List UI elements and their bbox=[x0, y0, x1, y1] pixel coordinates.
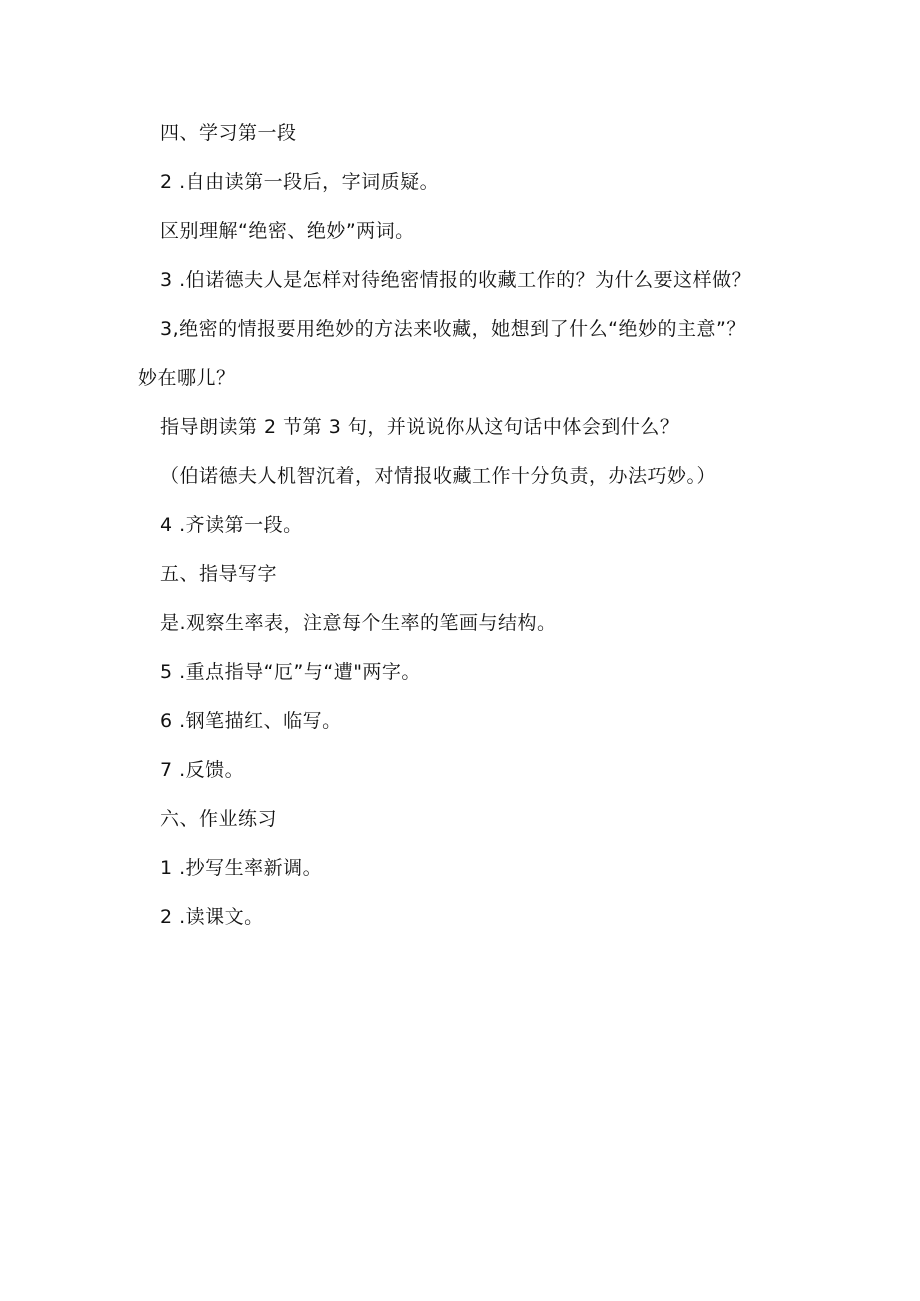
section-heading-6: 六、作业练习 bbox=[160, 808, 278, 830]
paragraph-line: 2 .自由读第一段后，字词质疑。 bbox=[160, 171, 440, 193]
paragraph-line: 3 .伯诺德夫人是怎样对待绝密情报的收藏工作的？为什么要这样做？ bbox=[160, 269, 752, 291]
paragraph-line: 5 .重点指导“厄”与“遭"两字。 bbox=[160, 661, 421, 683]
paragraph-line: 7 .反馈。 bbox=[160, 759, 245, 781]
paragraph-line: 1 .抄写生率新调。 bbox=[160, 857, 323, 879]
paragraph-line: 2 .读课文。 bbox=[160, 906, 264, 928]
paragraph-line: 3,绝密的情报要用绝妙的方法来收藏，她想到了什么“绝妙的主意”？ bbox=[160, 318, 746, 340]
paragraph-line: 妙在哪儿？ bbox=[138, 367, 236, 389]
section-heading-4: 四、学习第一段 bbox=[160, 122, 297, 144]
paragraph-line: 指导朗读第 2 节第 3 句，并说说你从这句话中体会到什么？ bbox=[160, 416, 680, 438]
paragraph-line: 6 .钢笔描红、临写。 bbox=[160, 710, 342, 732]
paragraph-line: 4 .齐读第一段。 bbox=[160, 514, 303, 536]
section-heading-5: 五、指导写字 bbox=[160, 563, 278, 585]
paragraph-line: 是.观察生率表，注意每个生率的笔画与结构。 bbox=[160, 612, 557, 634]
paragraph-line: （伯诺德夫人机智沉着，对情报收藏工作十分负责，办法巧妙。） bbox=[160, 465, 717, 487]
paragraph-line: 区别理解“绝密、绝妙”两词。 bbox=[160, 220, 415, 242]
